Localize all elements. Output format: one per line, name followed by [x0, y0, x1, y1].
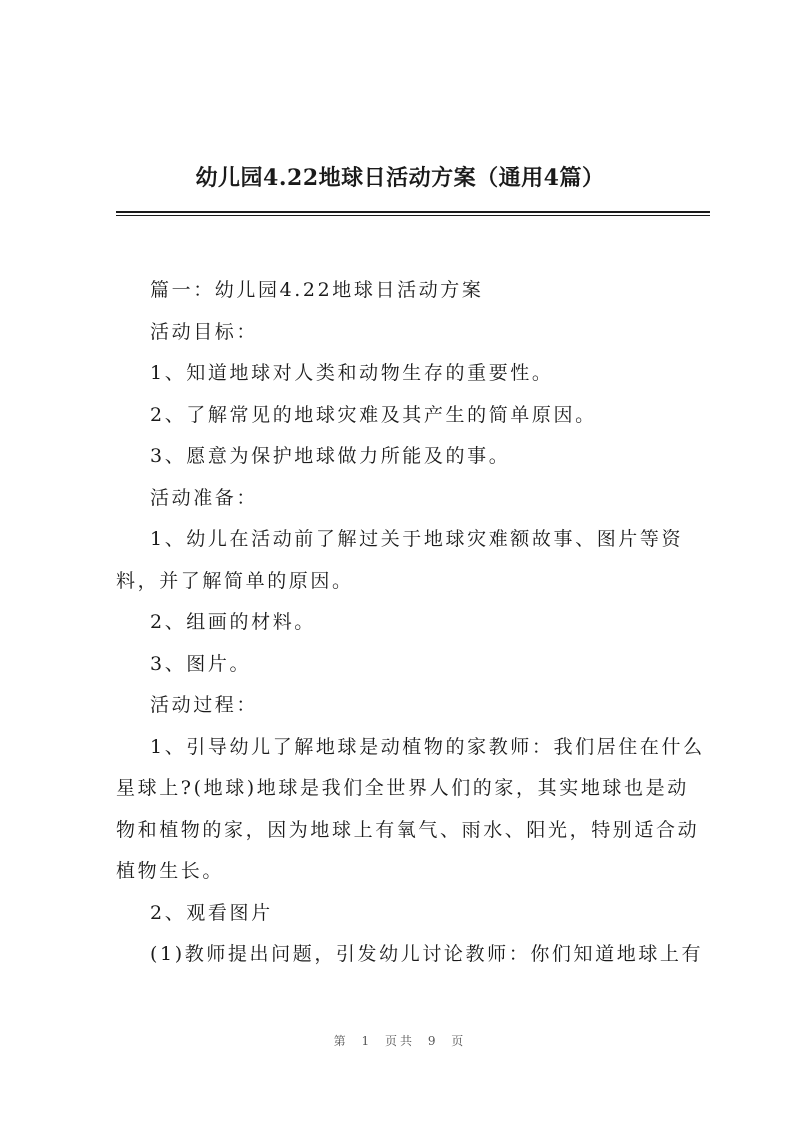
footer-total-pages: 9 [427, 1034, 439, 1048]
paragraph: 活动目标： [150, 320, 259, 343]
footer-suffix: 页 [451, 1034, 467, 1048]
paragraph: 2、观看图片 [150, 901, 273, 924]
paragraph: 1、知道地球对人类和动物生存的重要性。 [150, 362, 554, 384]
paragraph: 1、引导幼儿了解地球是动植物的家教师：我们居住在什么星球上?(地球)地球是我们全世界人们的家，其实地球也是动物和植物的家，因为地球上有氧气、雨水、阳光，特别适合动植物生长。 [116, 735, 705, 882]
title-divider [116, 211, 710, 213]
paragraph: 活动准备： [150, 486, 259, 509]
document-title: 幼儿园4.22地球日活动方案（通用4篇） [195, 165, 605, 191]
page-footer [0, 1032, 800, 1049]
paragraph: 1、幼儿在活动前了解过关于地球灾难额故事、图片等资料，并了解简单的原因。 [116, 528, 684, 592]
paragraph: 3、愿意为保护地球做力所能及的事。 [150, 445, 511, 467]
paragraph: 2、了解常见的地球灾难及其产生的简单原因。 [150, 403, 597, 426]
paragraph: 3、图片。 [150, 652, 252, 675]
paragraph: 2、组画的材料。 [150, 611, 316, 633]
section-heading: 篇一：幼儿园4.22地球日活动方案 [150, 279, 484, 301]
paragraph: 活动过程： [150, 694, 259, 716]
document-body [116, 270, 710, 976]
paragraph: (1)教师提出问题，引发幼儿讨论教师：你们知道地球上有 [150, 943, 704, 965]
footer-prefix: 第 [333, 1034, 349, 1048]
footer-middle: 页共 [384, 1034, 415, 1048]
title-divider-thin [116, 215, 710, 216]
footer-page-number: 1 [361, 1034, 373, 1048]
